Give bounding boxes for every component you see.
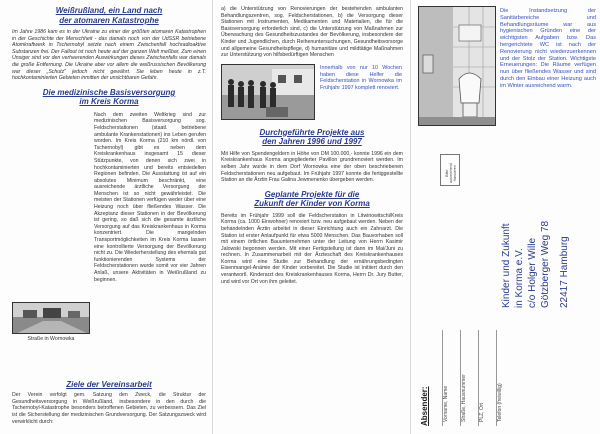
stamp-box: [440, 154, 460, 186]
heading-line: Die medizinische Basisversorgung: [42, 87, 176, 97]
column-middle: [221, 6, 403, 430]
heading-line: Durchgeführte Projekte aus: [259, 127, 365, 137]
street-photo: [12, 302, 90, 334]
heading-line: im Kreis Korma: [79, 97, 139, 107]
toilet-photo: [418, 6, 496, 126]
toilet-photo-image: [419, 7, 496, 126]
column-right: [418, 6, 596, 430]
sanitaer-text: Die Instandsetzung der Sanitärbereiche und Behandlungsräume war aus hygienischen Gründen eine der wichtigsten Aufgaben bzw. Das hergerichtete WC ist nach der Renovierung nicht wiederzuerkennen und der Stolz der Station. Wichtigste Erneuerungen: Die Räume verfügen nun über fließendes Wasser und sind durch den Einbau einer Heizung auch im Winter ausreichend warm.: [500, 8, 596, 89]
fold-line: [212, 0, 213, 434]
address-panel: [418, 134, 596, 430]
field-label-name: Vorname, Name: [443, 385, 449, 422]
address-line: 22417 Hamburg: [559, 236, 570, 308]
field-label-city: PLZ, Ort: [479, 403, 485, 422]
address-line: c/o Holger Wille: [527, 237, 538, 308]
address-line: Kinder und Zukunft: [501, 223, 512, 308]
stamp-line: frankieren: [453, 165, 457, 182]
field-label-phone: Telefon (freiwillig): [497, 383, 503, 422]
street-caption: Straße in Wornowka: [27, 335, 75, 342]
heading-line: Zukunft der Kinder von Korma: [254, 199, 370, 209]
intro-paragraph: Im Jahre 1986 kam es in der Ukraine zu einer der größten atomaren Katastrophen in der Geschichte der Menschheit - das damals noch von der UdSSR betriebene Atomkraftwerk in Tschernobyl setzte nach einem Zwischenfall hochradioaktive Substanzen frei. Der Fallout ist noch heute auf der ganzen Welt meßbar. Zum einen Unsiger sind vor den verheerenden Auswirkungen dieses Zwischenfalls war damals die große Entfernung. Die Ukraine aber vor allem die weißrussischen Bevölkerung war dieser „Schutz" jedoch nicht gewährt. Sie leben heute in z.T. hochkontaminierten Gebieten inmitten der unsichtbaren Gefahr.: [12, 29, 206, 82]
geplante-paragraph: Bereits im Frühjahr 1999 soll die Feldscherstation in Litwinowitschi/Kreis Korma (ca. 1000 Einwohner) renoviert bzw. neu aufgebaut werden. Neben der behandelnden Ärztin arbeitet in dieser Einrichtung auch ein Zahnarzt. Die Station ist erster Anlaufpunkt für etwa 5000 Menschen. Das Bauvorhaben soll mit einem örtlichen Bauunternehmen unter der Leitung von Herrn Kasimir Jalowski begonnen werden. Mit einer Fertigstellung ist dann im Mai/Juni zu rechnen. In Zusammenarbeit mit der Ärzteschaft des Kreiskrankenhauses Korma wird eine Studie zur Behandlung der ernährungsbedingten Eisenmangel-Anämie der Kinder vorbereitet. Die Studie ist initiiert durch den verantwortl. Kinderarzt des Kreiskrankenhauses Korma, Herrn Dr. Jury Butter, und wird vor Ort von ihm geleitet.: [221, 212, 403, 285]
sender-label: Absender:: [420, 386, 429, 426]
heading-line: Weißrußland, ein Land nach: [55, 6, 163, 15]
column-left: [12, 6, 206, 430]
heading-geplante: [221, 190, 403, 209]
heading-basisversorgung: [12, 88, 206, 107]
helpers-figure: [221, 64, 403, 124]
satzung-list: a) die Unterstützung von Renovierungen der bestehenden ambulanten Behandlungszentren, sog. Feldscherstationen, b) die Versorgung dieser Stationen mit Instrumenten, Medikamenten und Materialien, die für die Basisversorgung erforderlich sind, c) die Unterstützung von Maßnahmen zur Überwachung des Gesundheitszustandes der Bevölkerung, insbesondere der Kinder und Jugendlichen, durch Reihenuntersuchungen, Gesundheitsvorsorge und allgemeine Gesundheitspflege, d) humanitäre und mildtätige Maßnahmen zur Unterstützung von hilfsbedürftigen Menschen: [221, 6, 403, 59]
stamp-line: ausreichend: [449, 163, 453, 183]
heading-durchgefuehrte: [221, 128, 403, 147]
helpers-photo-image: [222, 65, 315, 120]
basis-paragraph: Nach dem zweiten Weltkrieg sind zur medizinischen Basisversorgung sog. Feldscherstationen (staatl. betriebene ambulante Krankenstationen) ins Leben gerufen worden. Im Kreis Korma (210 km nördl. von Tschernobyl) gibt es neben dem Kreiskrankenhaus insgesamt 15 dieser Stützpunkte, von denen sich zwei in hochkontaminierten und bereits entsiedelten Regionen befinden. Die Ausstattung ist auf ein absolutes Minimum beschränkt, eine ausreichende ärztliche Versorgung der Menschen ist so nicht gewährleistet. Die meisten der Stationen verfügen weder über eine Heizung noch über fließendes Wasser. Die Akzeptanz dieser Stationen in der Bevölkerung ist gering, so daß sich die gesamte ärztliche Versorgung auf das Kreiskrankenhaus in Korma konzentriert. Die mangelnden Transportmöglichkeiten im Kreis Korma lassen eine kontrollierte Versorgung der Bevölkerung nicht zu. Die Wiederherstellung des ehemals gut funktionierenden Systems der Feldscherstationen wurde somit vor vier Jahren Anlaß, unsere Aktivitäten in Weißrußland zu beginnen.: [94, 111, 206, 283]
heading-ziele: Ziele der Vereinsarbeit: [66, 379, 152, 389]
street-photo-image: [13, 303, 90, 334]
stamp-label: [445, 163, 457, 183]
helpers-photo: [221, 64, 315, 120]
heading-line: der atomaren Katastrophe: [59, 15, 159, 25]
ziele-paragraph: Der Verein verfolgt gem. Satzung den Zweck, die Struktur der Gesundheitsversorgung in Weißrußland, insbesondere in den durch die Tschernobyl-Katastrophe besonders betroffenen Gebieten, zu verbessern. Das Ziel ist die Sicherstellung der medizinischen Grundversorgung. Der Satzungszweck wird verwirklicht durch:: [12, 392, 206, 425]
recipient-address: [500, 221, 571, 308]
heading-line: Geplante Projekte für die: [264, 189, 360, 199]
stamp-line: Bitte: [445, 169, 449, 177]
projekte-paragraph: Mit Hilfe von Spendengeldern in Höhe von DM 100.000,- konnte 1996 ein dem Kreiskrankenhaus Korma angegliederter Pavillon grundrenoviert werden. Im selben Jahr wurde in dem Dorf Wornowka eine der oben beschriebenen Feldscherstationen neu aufgebaut. Im Frühjahr 1997 konnte die fertiggestellte Station an die Ärztin Frau Galina Jewmenenko übergeben werden.: [221, 150, 403, 184]
street-figure: [12, 288, 90, 380]
fold-line: [410, 0, 411, 434]
heading-weissrussland: [12, 6, 206, 25]
helpers-caption: Innerhalb von nur 10 Wochen haben diese Helfer die Feldscherstation in Wornowka im Frühjahr 1997 komplett renoviert.: [320, 64, 402, 92]
address-line: Götzberger Weg 78: [540, 220, 551, 308]
basis-section: [12, 111, 206, 342]
address-line: in Korma e.V.: [514, 248, 525, 308]
heading-line: den Jahren 1996 und 1997: [262, 137, 362, 147]
field-label-street: Straße, Hausnummer: [461, 374, 467, 422]
